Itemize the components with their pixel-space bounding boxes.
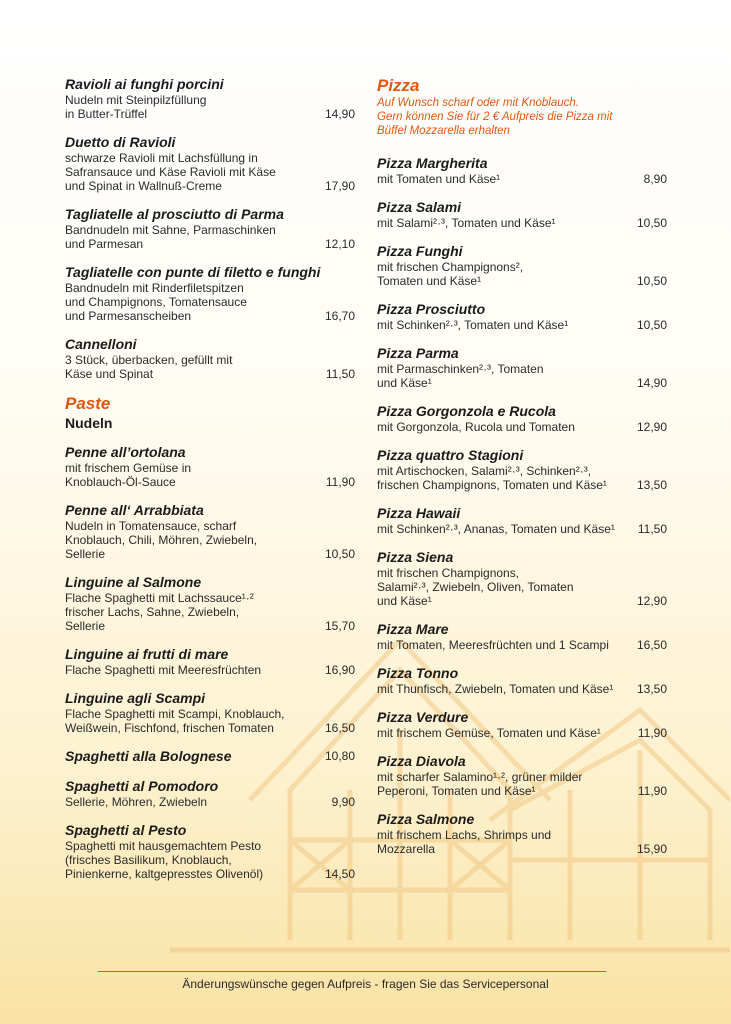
menu-item-name-text: Pizza Prosciutto [377,301,486,317]
menu-item-price: 11,90 [637,726,667,740]
menu-item-body [377,260,667,288]
menu-item-description: schwarze Ravioli mit Lachsfüllung in Safransauce und Käse Ravioli mit Käse und Spinat in Wallnuß-Creme [65,151,276,193]
menu-item-body [65,281,355,323]
menu-item-price: 12,90 [636,420,667,434]
menu-item-body [65,663,355,677]
footer-note: Änderungswünsche gegen Aufpreis - fragen Sie das Servicepersonal [182,977,549,991]
menu-item-body [65,93,355,121]
menu-item-name [65,134,355,151]
menu-item-price: 14,90 [324,107,355,121]
menu-item-name [65,646,355,663]
menu-item-price: 11,90 [637,784,667,798]
menu-item-description: Sellerie, Möhren, Zwiebeln [65,795,208,809]
menu-item-name [377,345,667,362]
menu-item [377,505,667,536]
menu-item-description: mit frischem Gemüse, Tomaten und Käse¹ [377,726,601,740]
menu-item-description: mit Thunfisch, Zwiebeln, Tomaten und Käse¹ [377,682,614,696]
menu-item-body [65,795,355,809]
menu-item-body [377,172,667,186]
menu-item-description: mit Artischocken, Salami²·³, Schinken²·³, frischen Champignons, Tomaten und Käse¹ [377,464,607,492]
menu-item-name [377,243,667,260]
menu-item-body [65,839,355,881]
menu-item-name-text: Pizza Tonno [377,665,459,681]
menu-item-description: mit Parmaschinken²·³, Tomaten und Käse¹ [377,362,544,390]
menu-item-body [65,707,355,735]
menu-item-body [377,318,667,332]
menu-list-specials [65,76,355,381]
menu-item-body [377,682,667,696]
menu-item-price: 14,50 [324,867,355,881]
menu-item [377,665,667,696]
menu-item-body [377,770,667,798]
menu-item-description: mit Schinken²·³, Ananas, Tomaten und Käse¹ [377,522,615,536]
menu-item [65,444,355,489]
menu-item-name [377,199,667,216]
menu-item [377,811,667,856]
menu-item [377,709,667,740]
menu-list-pizza [377,155,667,856]
menu-item-name [377,709,667,726]
menu-item-price: 16,70 [324,309,355,323]
menu-item-price: 17,90 [324,179,355,193]
menu-item [377,301,667,332]
menu-item-price: 10,50 [636,274,667,288]
menu-item-price: 15,90 [636,842,667,856]
menu-item-name-text: Pizza quattro Stagioni [377,447,524,463]
menu-item-body [65,353,355,381]
menu-item-price: 16,90 [324,663,355,677]
menu-item-name [377,753,667,770]
menu-item-price: 12,10 [324,237,355,251]
menu-item-description: mit frischen Champignons, Salami²·³, Zwiebeln, Oliven, Tomaten und Käse¹ [377,566,574,608]
menu-item-description: mit Salami²·³, Tomaten und Käse¹ [377,216,556,230]
menu-item-name [65,748,355,765]
menu-item-price: 12,90 [636,594,667,608]
menu-item-name [377,155,667,172]
menu-item [377,155,667,186]
menu-item [65,76,355,121]
menu-item-body [377,726,667,740]
menu-item-name-text: Ravioli ai funghi porcini [65,76,224,92]
menu-item-price: 16,50 [636,638,667,652]
menu-item-price: 10,50 [636,318,667,332]
menu-item-name-text: Linguine agli Scampi [65,690,206,706]
menu-item-name-text: Pizza Salami [377,199,462,215]
section-title-pizza: Pizza [377,76,420,95]
menu-item-name-text: Spaghetti al Pomodoro [65,778,219,794]
menu-item-body [377,522,667,536]
menu-item [65,748,355,765]
menu-item-name-text: Linguine ai frutti di mare [65,646,229,662]
menu-item-body [377,362,667,390]
menu-item-price: 15,70 [324,619,355,633]
menu-item [65,574,355,633]
menu-item-description: Bandnudeln mit Sahne, Parmaschinken und Parmesan [65,223,276,251]
menu-item-description: mit Schinken²·³, Tomaten und Käse¹ [377,318,569,332]
menu-item-body [377,566,667,608]
menu-item-name [377,549,667,566]
menu-item-name-text: Spaghetti al Pesto [65,822,187,838]
menu-item-name [65,822,355,839]
menu-item-body [65,519,355,561]
menu-list-paste [65,444,355,881]
menu-item-name [65,778,355,795]
menu-item-body [65,591,355,633]
menu-item-price: 11,90 [325,475,355,489]
menu-item [65,134,355,193]
menu-item-name [377,811,667,828]
menu-item-body [377,420,667,434]
menu-item-name [377,447,667,464]
menu-item-name [65,690,355,707]
menu-item-name-text: Pizza Siena [377,549,454,565]
menu-item-name-text: Pizza Salmone [377,811,475,827]
menu-item-name-text: Pizza Hawaii [377,505,461,521]
menu-item-description: Flache Spaghetti mit Scampi, Knoblauch, Weißwein, Fischfond, frischen Tomaten [65,707,285,735]
menu-item-name [377,665,667,682]
menu-item [377,403,667,434]
menu-item-price: 10,80 [324,749,355,763]
menu-item-description: mit Tomaten und Käse¹ [377,172,501,186]
menu-item-description: Nudeln in Tomatensauce, scharf Knoblauch, Chili, Möhren, Zwiebeln, Sellerie [65,519,258,561]
menu-item-price: 13,50 [636,478,667,492]
menu-item [65,778,355,809]
menu-item-price: 10,50 [636,216,667,230]
menu-item-name-text: Cannelloni [65,336,137,352]
menu-item-price: 16,50 [324,721,355,735]
menu-item-description: Flache Spaghetti mit Meeresfrüchten [65,663,262,677]
menu-item-name-text: Spaghetti alla Bolognese [65,748,232,764]
menu-item-body [377,828,667,856]
menu-item [65,336,355,381]
menu-item [377,447,667,492]
menu-item-description: mit Gorgonzola, Rucola und Tomaten [377,420,575,434]
menu-item-description: Spaghetti mit hausgemachtem Pesto (frisches Basilikum, Knoblauch, Pinienkerne, kaltgepresstes Olivenöl) [65,839,264,881]
menu-item-name [377,621,667,638]
menu-item-name [65,574,355,591]
menu-item-name-text: Pizza Verdure [377,709,469,725]
menu-item-body [377,638,667,652]
menu-item-name [377,403,667,420]
menu-item [65,502,355,561]
menu-item [65,206,355,251]
section-subtitle-nudeln: Nudeln [65,415,113,431]
menu-item-description: mit frischem Gemüse in Knoblauch-Öl-Sauce [65,461,192,489]
menu-item [377,753,667,798]
menu-item-description: Nudeln mit Steinpilzfüllung in Butter-Trüffel [65,93,207,121]
menu-item [65,264,355,323]
menu-item-body [377,464,667,492]
menu-item-body [65,223,355,251]
menu-item [377,345,667,390]
menu-item-description: mit frischem Lachs, Shrimps und Mozzarella [377,828,552,856]
menu-item-name [65,206,355,223]
menu-item-price: 11,50 [325,367,355,381]
footer-divider [98,971,606,972]
menu-item-price: 13,50 [636,682,667,696]
right-column [377,76,667,869]
menu-item-name-text: Penne all’ortolana [65,444,186,460]
pizza-note: Auf Wunsch scharf oder mit Knoblauch. Gern können Sie für 2 € Aufpreis die Pizza mit Büffel Mozzarella erhalten [377,97,613,137]
menu-item-description: Flache Spaghetti mit Lachssauce¹·² frischer Lachs, Sahne, Zwiebeln, Sellerie [65,591,254,633]
menu-item-name-text: Linguine al Salmone [65,574,202,590]
menu-item [377,243,667,288]
menu-item-name [377,301,667,318]
menu-item-description: Bandnudeln mit Rinderfiletspitzen und Champignons, Tomatensauce und Parmesanscheiben [65,281,247,323]
menu-item-body [65,461,355,489]
menu-item-price: 9,90 [331,795,355,809]
section-title-paste: Paste [65,394,111,413]
menu-item-name [65,502,355,519]
menu-item-description: mit scharfer Salamino¹·², grüner milder Peperoni, Tomaten und Käse¹ [377,770,583,798]
menu-item-price: 14,90 [636,376,667,390]
menu-item-price: 11,50 [637,522,667,536]
menu-item [377,199,667,230]
menu-item-name-text: Tagliatelle al prosciutto di Parma [65,206,284,222]
menu-item-name-text: Tagliatelle con punte di filetto e funghi [65,264,321,280]
menu-item-name [377,505,667,522]
menu-item-name-text: Duetto di Ravioli [65,134,176,150]
left-column [65,76,355,894]
menu-item [377,621,667,652]
menu-item-body [377,216,667,230]
menu-item-description: mit Tomaten, Meeresfrüchten und 1 Scampi [377,638,609,652]
menu-item-description: mit frischen Champignons², Tomaten und Käse¹ [377,260,524,288]
menu-item-price: 8,90 [643,172,667,186]
menu-item-description: 3 Stück, überbacken, gefüllt mit Käse und Spinat [65,353,233,381]
menu-item-name-text: Pizza Gorgonzola e Rucola [377,403,556,419]
menu-item-name [65,336,355,353]
menu-item [65,822,355,881]
menu-item-name-text: Pizza Funghi [377,243,463,259]
menu-item-name-text: Pizza Parma [377,345,459,361]
menu-item-name-text: Pizza Diavola [377,753,466,769]
menu-item [377,549,667,608]
menu-item-name-text: Pizza Margherita [377,155,488,171]
menu-item [65,690,355,735]
menu-item-name-text: Pizza Mare [377,621,449,637]
menu-item-name [65,264,355,281]
menu-item-name [65,76,355,93]
menu-item-body [65,151,355,193]
menu-item-name-text: Penne all‘ Arrabbiata [65,502,204,518]
menu-item-price: 10,50 [324,547,355,561]
menu-item-name [65,444,355,461]
menu-item [65,646,355,677]
